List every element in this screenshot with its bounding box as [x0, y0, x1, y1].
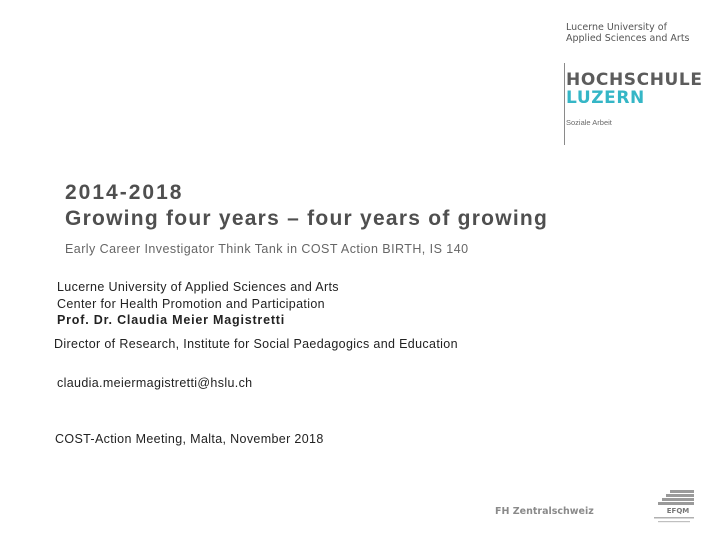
logo-divider [564, 63, 565, 145]
fh-zentralschweiz-logo: FH Zentralschweiz [495, 506, 594, 517]
logo-department: Soziale Arbeit [566, 118, 612, 127]
logo-tagline-line1: Lucerne University of [566, 22, 667, 33]
efqm-label: EFQM [666, 507, 690, 515]
logo-tagline-line2: Applied Sciences and Arts [566, 33, 690, 44]
slide-subtitle: Early Career Investigator Think Tank in COST Action BIRTH, IS 140 [65, 242, 469, 256]
logo-name-luzern: LUZERN [566, 88, 645, 108]
slide-title: Growing four years – four years of growing [65, 207, 549, 230]
author-center: Center for Health Promotion and Participation [57, 297, 325, 311]
author-name: Prof. Dr. Claudia Meier Magistretti [57, 313, 286, 327]
title-years: 2014-2018 [65, 181, 184, 204]
logo-name-hochschule: HOCHSCHULE [566, 70, 703, 90]
efqm-badge-icon [648, 488, 696, 528]
author-role: Director of Research, Institute for Social Paedagogics and Education [54, 337, 458, 351]
hslu-logo [566, 22, 703, 127]
author-institution: Lucerne University of Applied Sciences and Arts [57, 280, 339, 294]
author-email[interactable]: claudia.meiermagistretti@hslu.ch [57, 376, 253, 390]
event-line: COST-Action Meeting, Malta, November 2018 [55, 432, 324, 446]
